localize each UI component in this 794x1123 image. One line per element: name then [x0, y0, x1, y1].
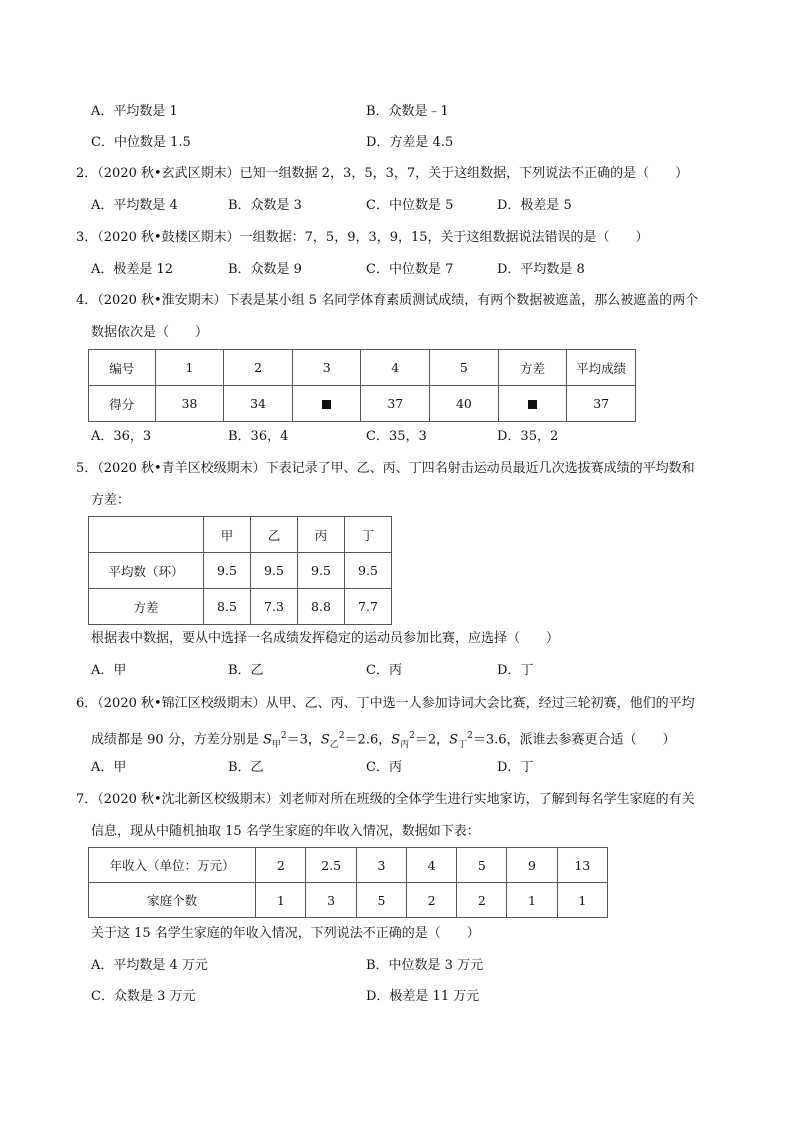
- q6-option-b: B．乙: [228, 760, 264, 775]
- q3-option-b: B．众数是 9: [228, 262, 302, 277]
- q4-option-c: C．35，3: [366, 429, 427, 444]
- q4-option-b: B．36，4: [228, 429, 289, 444]
- q4-header-cell: 1: [155, 350, 224, 386]
- q7-option-b: B．中位数是 3 万元: [366, 958, 484, 973]
- q2-option-a: A．平均数是 4: [91, 198, 178, 213]
- q7-income-cell: 13: [557, 848, 607, 883]
- covered-square-icon: [322, 400, 331, 409]
- q4-score-cell: 38: [155, 386, 224, 422]
- q3-option-a: A．极差是 12: [91, 262, 174, 277]
- variance-symbol: S: [449, 732, 459, 748]
- q5-option-c: C．丙: [366, 663, 402, 678]
- q6-stem-text: 成绩都是 90 分，方差分别是: [91, 732, 263, 748]
- variance-subscript: 甲: [271, 739, 281, 750]
- q3-option-c: C．中位数是 7: [366, 262, 454, 277]
- q5-header-cell: [89, 517, 204, 553]
- q2-stem: 2．（2020 秋•玄武区期末）已知一组数据 2，3，5，3，7，关于这组数据，下列说法不正确的是（ ）: [76, 166, 689, 181]
- q6-option-d: D．丁: [497, 760, 534, 775]
- q4-score-table: [88, 349, 636, 422]
- q7-income-cell: 9: [507, 848, 557, 883]
- q7-count-cell: 5: [356, 883, 406, 918]
- q4-header-cell: 5: [430, 350, 499, 386]
- q7-income-cell: 2.5: [306, 848, 356, 883]
- q5-row-label: 平均数（环）: [89, 553, 204, 589]
- q5-stats-table: [88, 516, 392, 625]
- q5-stem-line3: 根据表中数据，要从中选择一名成绩发挥稳定的运动员参加比赛，应选择（ ）: [91, 631, 560, 646]
- q5-value-cell: 9.5: [251, 553, 298, 589]
- q6-option-a: A．甲: [91, 760, 127, 775]
- q4-header-cell: 3: [292, 350, 361, 386]
- q4-header-cell: 2: [224, 350, 293, 386]
- variance-exponent: 2: [409, 731, 415, 741]
- q5-row-label: 方差: [89, 589, 204, 625]
- variance-value: ＝2，: [414, 732, 450, 748]
- variance-value: ＝3.6，派谁去参赛更合适（ ）: [472, 732, 676, 748]
- q4-header-cell: 方差: [498, 350, 567, 386]
- variance-subscript: 乙: [329, 739, 339, 750]
- q4-header-cell: 4: [361, 350, 430, 386]
- q5-value-cell: 9.5: [204, 553, 251, 589]
- q5-value-cell: 7.7: [345, 589, 392, 625]
- variance-exponent: 2: [338, 731, 345, 741]
- q2-option-d: D．极差是 5: [497, 198, 572, 213]
- q7-stem-line2: 信息，现从中随机抽取 15 名学生家庭的年收入情况，数据如下表：: [91, 824, 480, 839]
- q2-option-c: C．中位数是 5: [366, 198, 454, 213]
- q7-count-cell: 2: [457, 883, 507, 918]
- q4-score-cell: 40: [430, 386, 499, 422]
- q1-option-a: A．平均数是 1: [91, 104, 178, 119]
- variance-exponent: 2: [280, 731, 287, 741]
- q7-income-cell: 3: [356, 848, 406, 883]
- variance-subscript: 丙: [400, 739, 410, 750]
- variance-symbol: S: [320, 732, 330, 748]
- q7-option-c: C．众数是 3 万元: [91, 989, 196, 1004]
- q5-option-d: D．丁: [497, 663, 534, 678]
- q7-count-cell: 1: [557, 883, 607, 918]
- q5-value-cell: 8.5: [204, 589, 251, 625]
- q7-count-cell: 3: [306, 883, 356, 918]
- variance-subscript: 丁: [458, 739, 468, 750]
- variance-value: ＝3，: [286, 732, 321, 748]
- q7-count-cell: 1: [256, 883, 306, 918]
- q7-income-cell: 5: [457, 848, 507, 883]
- q7-header-label: 年收入（单位：万元）: [89, 848, 256, 883]
- q4-score-cell: 37: [361, 386, 430, 422]
- q4-score-cell: 37: [567, 386, 636, 422]
- q4-header-cell: 平均成绩: [567, 350, 636, 386]
- q2-option-b: B．众数是 3: [228, 198, 302, 213]
- q4-option-d: D．35，2: [497, 429, 559, 444]
- q4-row-label: 得分: [89, 386, 156, 422]
- q1-option-c: C．中位数是 1.5: [91, 135, 191, 150]
- q1-option-d: D．方差是 4.5: [366, 135, 454, 150]
- q5-stem-line2: 方差：: [91, 493, 131, 508]
- q5-header-cell: 丙: [298, 517, 345, 553]
- variance-value: ＝2.6，: [344, 732, 392, 748]
- q7-option-d: D．极差是 11 万元: [366, 989, 480, 1004]
- q5-stem-line1: 5．（2020 秋•青羊区校级期末）下表记录了甲、乙、丙、丁四名射击运动员最近几次选拔赛成绩的平均数和: [76, 461, 695, 476]
- variance-symbol: S: [262, 732, 272, 748]
- q4-covered-cell: [498, 386, 567, 422]
- q4-score-cell: 34: [224, 386, 293, 422]
- q7-count-cell: 2: [407, 883, 457, 918]
- q5-header-cell: 丁: [345, 517, 392, 553]
- q4-header-cell: 编号: [89, 350, 156, 386]
- q7-stem-line1: 7．（2020 秋•沈北新区校级期末）刘老师对所在班级的全体学生进行实地家访，了解到每名学生家庭的有关: [76, 792, 695, 807]
- variance-exponent: 2: [467, 731, 473, 741]
- q7-income-cell: 2: [256, 848, 306, 883]
- q4-stem-line2: 数据依次是（ ）: [91, 325, 209, 340]
- q4-option-a: A．36，3: [91, 429, 152, 444]
- q7-row-label: 家庭个数: [89, 883, 256, 918]
- q6-stem-line1: 6．（2020 秋•锦江区校级期末）从甲、乙、丙、丁中选一人参加诗词大会比赛，经过三轮初赛，他们的平均: [76, 696, 695, 711]
- q4-covered-cell: [292, 386, 361, 422]
- q5-value-cell: 9.5: [345, 553, 392, 589]
- q5-value-cell: 9.5: [298, 553, 345, 589]
- q5-option-a: A．甲: [91, 663, 127, 678]
- q5-option-b: B．乙: [228, 663, 264, 678]
- q5-value-cell: 8.8: [298, 589, 345, 625]
- q6-option-c: C．丙: [366, 760, 402, 775]
- q5-header-cell: 乙: [251, 517, 298, 553]
- q3-stem: 3．（2020 秋•鼓楼区期末）一组数据：7，5，9，3，9，15，关于这组数据说法错误的是（ ）: [76, 230, 649, 245]
- covered-square-icon: [528, 400, 537, 409]
- q6-stem-line2: [91, 727, 676, 754]
- q3-option-d: D．平均数是 8: [497, 262, 585, 277]
- q7-income-cell: 4: [407, 848, 457, 883]
- q5-header-cell: 甲: [204, 517, 251, 553]
- q7-income-table: [88, 847, 608, 918]
- variance-symbol: S: [391, 732, 401, 748]
- q7-count-cell: 1: [507, 883, 557, 918]
- q7-option-a: A．平均数是 4 万元: [91, 958, 208, 973]
- q7-stem-line3: 关于这 15 名学生家庭的年收入情况，下列说法不正确的是（ ）: [91, 926, 480, 941]
- q5-value-cell: 7.3: [251, 589, 298, 625]
- q4-stem-line1: 4．（2020 秋•淮安期末）下表是某小组 5 名同学体育素质测试成绩，有两个数据被遮盖，那么被遮盖的两个: [76, 293, 699, 308]
- q1-option-b: B．众数是﹣1: [366, 104, 449, 119]
